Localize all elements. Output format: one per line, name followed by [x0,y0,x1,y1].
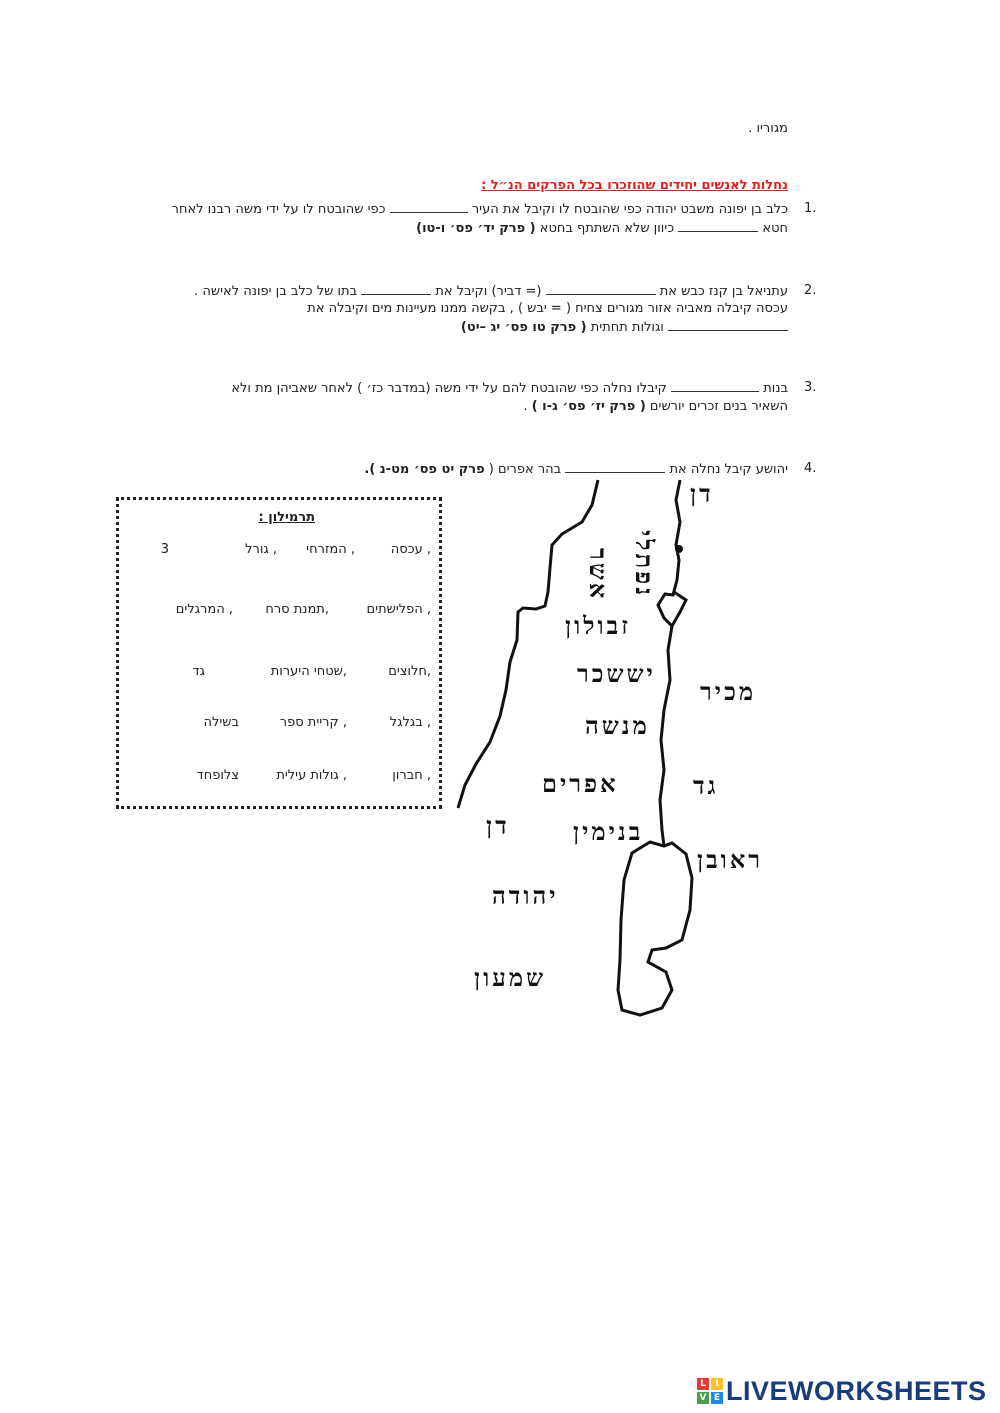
q1-text-d: כיוון שלא השתתף בחטא [539,221,675,236]
q1-text-c: חטא [762,221,788,236]
word-bank-item: המרגלים , [175,602,233,617]
tribe-shimon: שמעון [474,964,547,992]
word-bank-item: חלוצים, [388,664,431,679]
word-bank-item: גורל , [245,542,277,557]
question-number-4: 4. [804,461,817,476]
q3-text-a: בנות [763,381,788,396]
word-bank-item: הפלישתים , [366,602,431,617]
q3-text-c: השאיר בנים זכרים יורשים [649,399,788,414]
tribe-menashe: מנשה [585,712,650,740]
logo-letter: L [697,1378,709,1390]
word-bank-item: בשילה [203,715,239,730]
map-marker [675,545,683,553]
word-bank-item: קריית ספר , [279,715,347,730]
word-bank-item: תמנת סרח, [265,602,329,617]
intro-text: מגוריו . [748,121,788,136]
logo-icon [697,1378,723,1404]
tribe-yehuda: יהודה [492,882,559,910]
map-dead-sea [618,842,692,1015]
tribe-naftali: נפתלי [630,530,658,599]
liveworksheets-logo[interactable] [697,1375,987,1407]
question-number-3: 3. [804,380,817,395]
q2-text-b: (= דביר) וקיבל את [435,284,542,299]
tribe-efraim: אפרים [542,770,619,798]
tribe-reuven: ראובן [697,846,764,874]
logo-letter: E [711,1392,723,1404]
word-bank-item: עכסה , [390,542,431,557]
word-bank-item: שטחי היערות, [270,664,347,679]
q1-text-b: כפי שהובטח לו על ידי משה רבנו לאחר [171,202,386,217]
map-coastline [458,480,598,808]
tribe-machir: מכיר [700,678,757,706]
q2-text-c: בתו של כלב בן יפונה לאישה . [194,284,358,299]
q2-text-a: עתניאל בן קנז כבש את [659,284,788,299]
q1-reference: ( פרק יד׳ פס׳ ו-טו) [416,221,536,236]
word-bank-item: חברון , [392,768,431,783]
logo-text: LIVEWORKSHEETS [726,1375,987,1406]
word-bank-item: 3 [160,542,169,557]
q4-reference: פרק יט פס׳ מט-נ ). [364,462,485,477]
logo-letter: V [697,1392,709,1404]
tribe-gad: גד [693,772,719,800]
question-number-1: 1. [804,201,817,216]
tribe-dan-west: דן [486,812,510,840]
q3-period: . [523,399,528,414]
word-bank-title: תרמילון : [258,510,315,525]
q4-text-b: בהר אפרים ( [488,462,562,477]
tribe-binyamin: בנימין [573,818,644,846]
question-number-2: 2. [804,283,817,298]
q2-reference: ( פרק טו פס׳ יג –יט) [460,320,587,335]
tribe-zevulun: זבולון [565,612,631,640]
word-bank-item: צלופחד [196,768,239,783]
section-heading: נחלות לאנשים יחידים שהוזכרו בכל הפרקים הנ״ל : [481,178,788,193]
word-bank-item: המזרחי , [306,542,355,557]
word-bank-item: בגלגל , [389,715,431,730]
q2-text-d: וגולות תחתית [590,320,664,335]
logo-letter: I [711,1378,723,1390]
tribe-yissachar: יששכר [577,660,656,688]
q4-text-a: יהושע קיבל נחלה את [669,462,788,477]
question-2-line-2: עכסה קיבלה מאביה אזור מגורים צחיח ( = יבש ) , בקשה ממנו מעיינות מים וקיבלה את [307,301,788,316]
q3-reference: ( פרק יז׳ פס׳ ג-ו ) [531,399,646,414]
word-bank-item: גד [192,664,205,679]
tribe-asher: אשר [584,548,612,602]
map-jordan-river [658,480,686,846]
word-bank-item: גולות עילית , [276,768,347,783]
q1-text-a: כלב בן יפונה משבט יהודה כפי שהובטח לו וקיבל את העיר [471,202,788,217]
tribe-dan-north: דן [690,480,714,508]
q3-text-b: קיבלו נחלה כפי שהובטח להם על ידי משה (במדבר כז׳ ) לאחר שאביהן מת ולא [231,381,667,396]
